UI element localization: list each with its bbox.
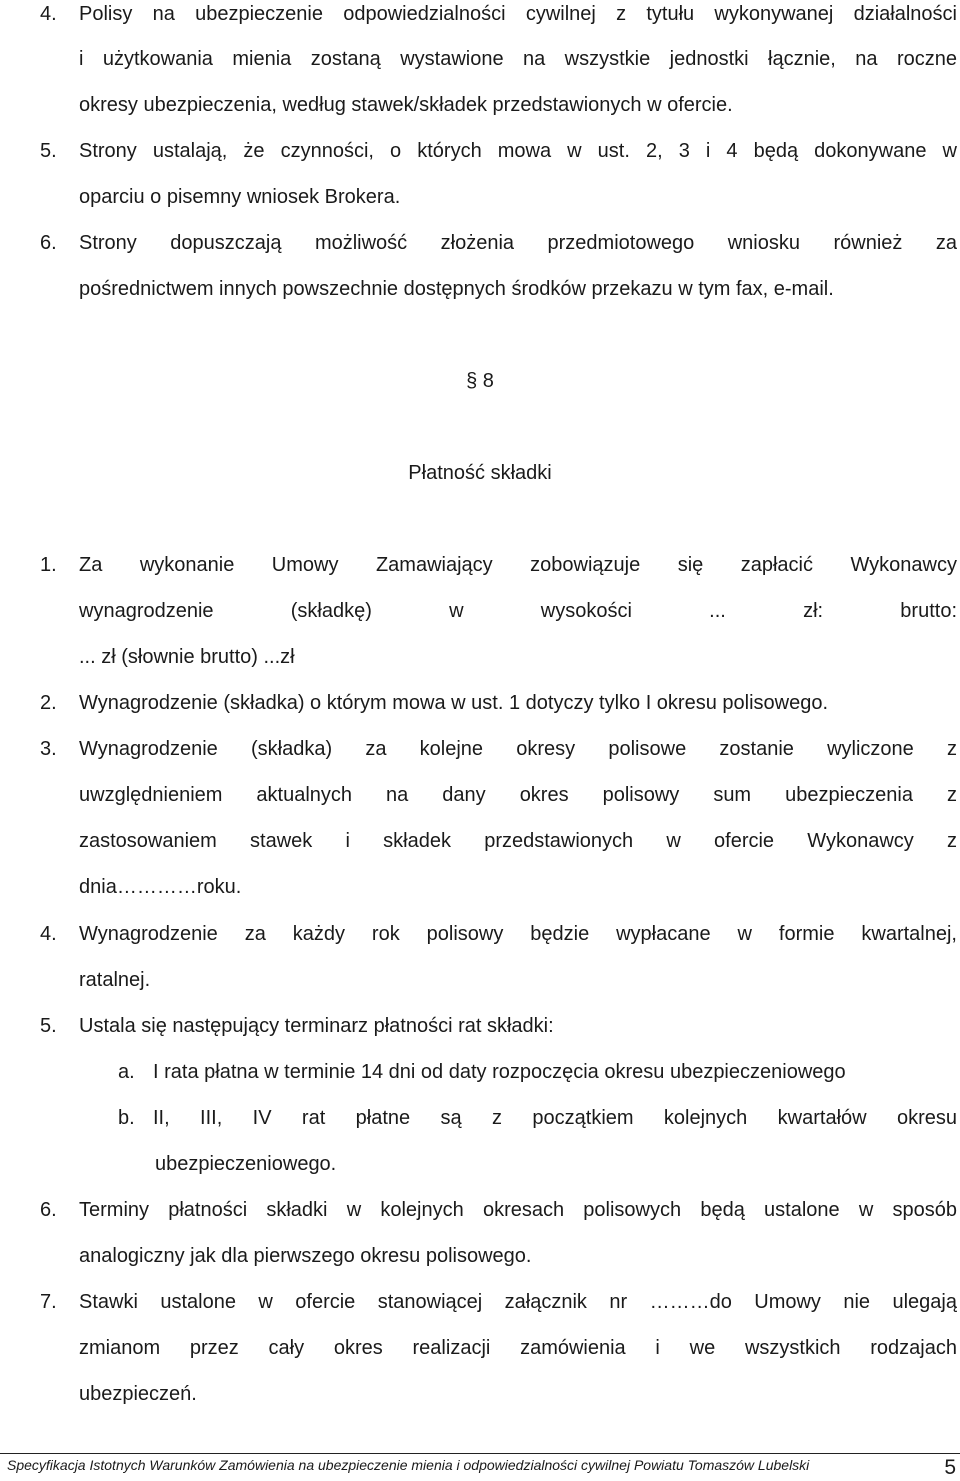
payment-clause-6-line-1 — [0, 1198, 960, 1244]
payment-clause-3-line-4 — [0, 875, 960, 921]
section-title-text: Płatność składki — [408, 462, 552, 484]
clause-text: zmianom przez cały okres realizacji zamówienia i we wszystkich rodzajach — [79, 1337, 957, 1359]
clause-5-line-2 — [0, 185, 960, 231]
clause-text: Wynagrodzenie (składka) o którym mowa w ust. 1 dotyczy tylko I okresu polisowego. — [79, 692, 829, 714]
clause-text: oparciu o pisemny wniosek Brokera. — [79, 186, 401, 208]
clause-text: Polisy na ubezpieczenie odpowiedzialności cywilnej z tytułu wykonywanej działalności — [79, 3, 957, 25]
clause-4-line-1 — [0, 2, 960, 48]
clause-text: Stawki ustalone w ofercie stanowiącej załącznik nr ………do Umowy nie ulegają — [79, 1291, 957, 1313]
clause-text: pośrednictwem innych powszechnie dostępnych środków przekazu w tym fax, e-mail. — [79, 278, 834, 300]
payment-subclause-b-line-2 — [0, 1152, 960, 1198]
section-title — [0, 461, 960, 507]
clause-number: 6. — [40, 232, 57, 254]
page-footer — [0, 1453, 960, 1481]
clause-text: okresy ubezpieczenia, według stawek/składek przedstawionych w ofercie. — [79, 94, 733, 116]
subclause-letter: b. — [118, 1107, 135, 1129]
payment-clause-4-line-1 — [0, 922, 960, 968]
clause-number: 1. — [40, 554, 57, 576]
clause-text: ubezpieczeń. — [79, 1383, 197, 1405]
section-number-text: § 8 — [466, 370, 494, 392]
clause-number: 5. — [40, 1015, 57, 1037]
clause-4-line-2 — [0, 47, 960, 93]
clause-5-line-1 — [0, 139, 960, 185]
payment-clause-5 — [0, 1014, 960, 1060]
clause-text: Wynagrodzenie za każdy rok polisowy będzie wypłacane w formie kwartalnej, — [79, 923, 957, 945]
clause-number: 7. — [40, 1291, 57, 1313]
clause-number: 2. — [40, 692, 57, 714]
clause-text: i użytkowania mienia zostaną wystawione na wszystkie jednostki łącznie, na roczne — [79, 48, 957, 70]
section-number — [0, 369, 960, 415]
payment-clause-3-line-1 — [0, 737, 960, 783]
clause-number: 6. — [40, 1199, 57, 1221]
payment-clause-7-line-3 — [0, 1382, 960, 1428]
payment-subclause-b-line-1 — [0, 1106, 960, 1152]
clause-text: wynagrodzenie (składkę) w wysokości ... zł: brutto: — [79, 600, 957, 622]
clause-text: Wynagrodzenie (składka) za kolejne okresy polisowe zostanie wyliczone z — [79, 738, 957, 760]
subclause-text: II, III, IV rat płatne są z początkiem kolejnych kwartałów okresu — [153, 1107, 957, 1129]
clause-text: ... zł (słownie brutto) ...zł — [79, 646, 295, 668]
clause-text: uwzględnieniem aktualnych na dany okres polisowy sum ubezpieczenia z — [79, 784, 957, 806]
clause-text: analogiczny jak dla pierwszego okresu polisowego. — [79, 1245, 532, 1267]
payment-clause-2 — [0, 691, 960, 737]
clause-text: zastosowaniem stawek i składek przedstawionych w ofercie Wykonawcy z — [79, 830, 957, 852]
clause-text: Strony ustalają, że czynności, o których mowa w ust. 2, 3 i 4 będą dokonywane w — [79, 140, 957, 162]
clause-text: ratalnej. — [79, 969, 151, 991]
footer-text: Specyfikacja Istotnych Warunków Zamówienia na ubezpieczenie mienia i odpowiedzialności cywilnej Powiatu Tomaszów Lubelski — [7, 1457, 810, 1473]
clause-text: dnia…………roku. — [79, 876, 242, 898]
payment-clause-1-line-3 — [0, 645, 960, 691]
payment-clause-7-line-2 — [0, 1336, 960, 1382]
page-number: 5 — [944, 1456, 956, 1479]
payment-clause-7-line-1 — [0, 1290, 960, 1336]
payment-subclause-a — [0, 1060, 960, 1106]
payment-clause-1-line-2 — [0, 599, 960, 645]
subclause-text: ubezpieczeniowego. — [155, 1153, 337, 1175]
clause-text: Strony dopuszczają możliwość złożenia przedmiotowego wniosku również za — [79, 232, 957, 254]
subclause-text: I rata płatna w terminie 14 dni od daty rozpoczęcia okresu ubezpieczeniowego — [153, 1061, 846, 1083]
clause-text: Ustala się następujący terminarz płatności rat składki: — [79, 1015, 554, 1037]
payment-clause-6-line-2 — [0, 1244, 960, 1290]
clause-text: Terminy płatności składki w kolejnych okresach polisowych będą ustalone w sposób — [79, 1199, 957, 1221]
clause-number: 3. — [40, 738, 57, 760]
subclause-letter: a. — [118, 1061, 135, 1083]
clause-number: 4. — [40, 923, 57, 945]
clause-number: 5. — [40, 140, 57, 162]
payment-clause-3-line-2 — [0, 783, 960, 829]
payment-clause-4-line-2 — [0, 968, 960, 1014]
payment-clause-1-line-1 — [0, 553, 960, 599]
clause-6-line-1 — [0, 231, 960, 277]
clause-number: 4. — [40, 3, 57, 25]
payment-clause-3-line-3 — [0, 829, 960, 875]
clause-text: Za wykonanie Umowy Zamawiający zobowiązuje się zapłacić Wykonawcy — [79, 554, 957, 576]
clause-4-line-3 — [0, 93, 960, 139]
clause-6-line-2 — [0, 277, 960, 323]
